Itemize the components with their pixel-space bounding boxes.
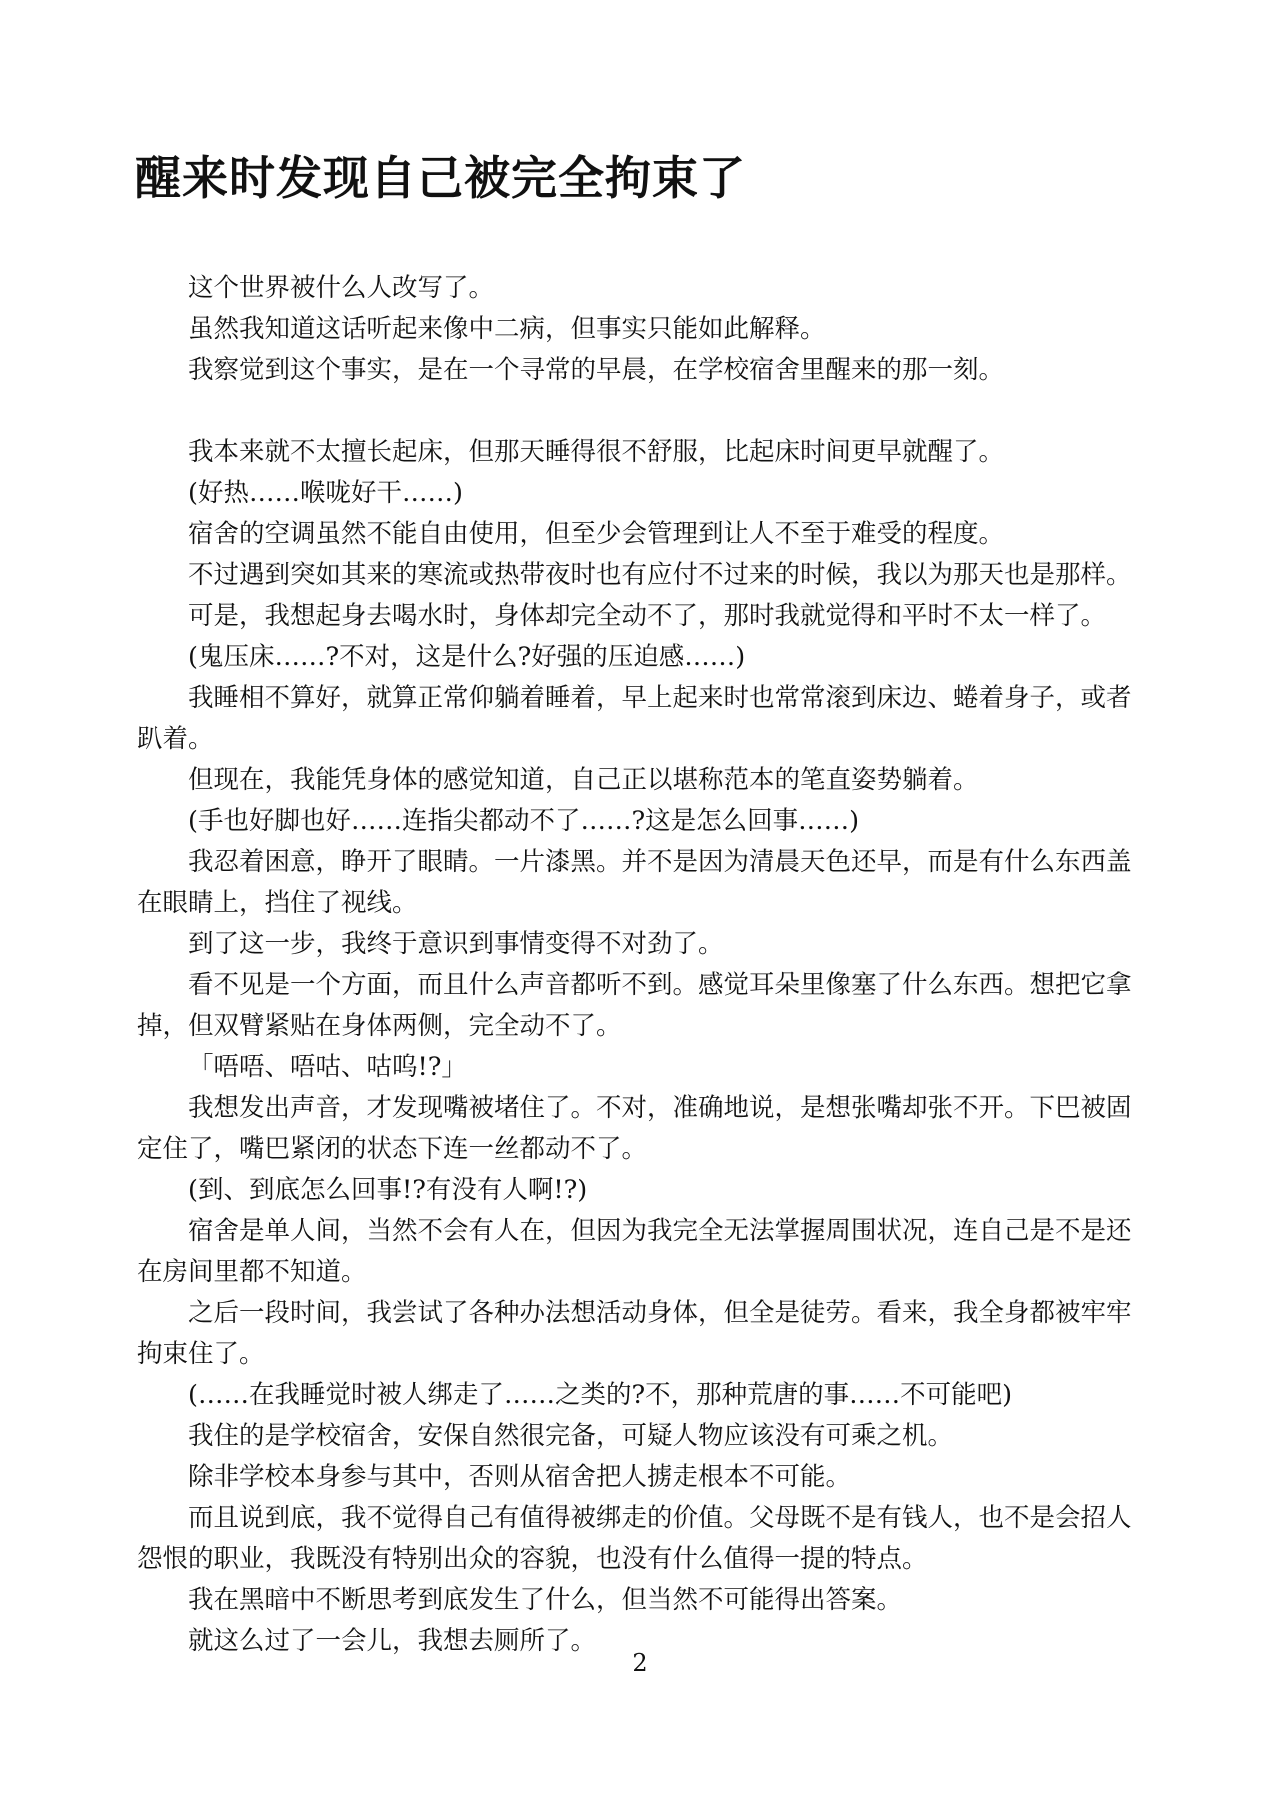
paragraph: 宿舍是单人间，当然不会有人在，但因为我完全无法掌握周围状况，连自己是不是还在房间里都不知道。 [137,1216,1132,1287]
page-number: 2 [632,1649,648,1677]
paragraph: 而且说到底，我不觉得自己有值得被绑走的价值。父母既不是有钱人，也不是会招人怨恨的职业，我既没有特别出众的容貌，也没有什么值得一提的特点。 [137,1503,1132,1574]
paragraph: 「唔唔、唔咕、咕呜!?」 [188,1052,467,1082]
document-body [137,268,1147,1662]
paragraph: (好热……喉咙好干……) [188,478,463,508]
paragraph: 我察觉到这个事实，是在一个寻常的早晨，在学校宿舍里醒来的那一刻。 [188,355,1005,385]
paragraph: 我本来就不太擅长起床，但那天睡得很不舒服，比起床时间更早就醒了。 [188,437,1005,467]
paragraph: 可是，我想起身去喝水时，身体却完全动不了，那时我就觉得和平时不太一样了。 [188,601,1107,631]
paragraph: 这个世界被什么人改写了。 [188,273,495,303]
paragraph: 我睡相不算好，就算正常仰躺着睡着，早上起来时也常常滚到床边、蜷着身子，或者趴着。 [137,683,1132,754]
paragraph: 之后一段时间，我尝试了各种办法想活动身体，但全是徒劳。看来，我全身都被牢牢拘束住了。 [137,1298,1132,1369]
paragraph: 就这么过了一会儿，我想去厕所了。 [188,1626,597,1656]
paragraph: 我在黑暗中不断思考到底发生了什么，但当然不可能得出答案。 [188,1585,903,1615]
paragraph: 虽然我知道这话听起来像中二病，但事实只能如此解释。 [188,314,826,344]
paragraph: (手也好脚也好……连指尖都动不了……?这是怎么回事……) [188,806,860,836]
paragraph: 看不见是一个方面，而且什么声音都听不到。感觉耳朵里像塞了什么东西。想把它拿掉，但双臂紧贴在身体两侧，完全动不了。 [137,970,1132,1041]
paragraph: 到了这一步，我终于意识到事情变得不对劲了。 [188,929,724,959]
paragraph: (到、到底怎么回事!?有没有人啊!?) [188,1175,588,1205]
paragraph: 除非学校本身参与其中，否则从宿舍把人掳走根本不可能。 [188,1462,852,1492]
paragraph: (……在我睡觉时被人绑走了……之类的?不，那种荒唐的事……不可能吧) [188,1380,1013,1410]
paragraph: 我想发出声音，才发现嘴被堵住了。不对，准确地说，是想张嘴却张不开。下巴被固定住了，嘴巴紧闭的状态下连一丝都动不了。 [137,1093,1132,1164]
paragraph: 宿舍的空调虽然不能自由使用，但至少会管理到让人不至于难受的程度。 [188,519,1005,549]
paragraph: 但现在，我能凭身体的感觉知道，自己正以堪称范本的笔直姿势躺着。 [188,765,979,795]
blank-line [137,391,1147,432]
paragraph: (鬼压床……?不对，这是什么?好强的压迫感……) [188,642,746,672]
page-title: 醒来时发现自己被完全拘束了 [135,151,746,205]
paragraph: 我住的是学校宿舍，安保自然很完备，可疑人物应该没有可乘之机。 [188,1421,954,1451]
paragraph: 我忍着困意，睁开了眼睛。一片漆黑。并不是因为清晨天色还早，而是有什么东西盖在眼睛上，挡住了视线。 [137,847,1132,918]
paragraph: 不过遇到突如其来的寒流或热带夜时也有应付不过来的时候，我以为那天也是那样。 [188,560,1132,590]
